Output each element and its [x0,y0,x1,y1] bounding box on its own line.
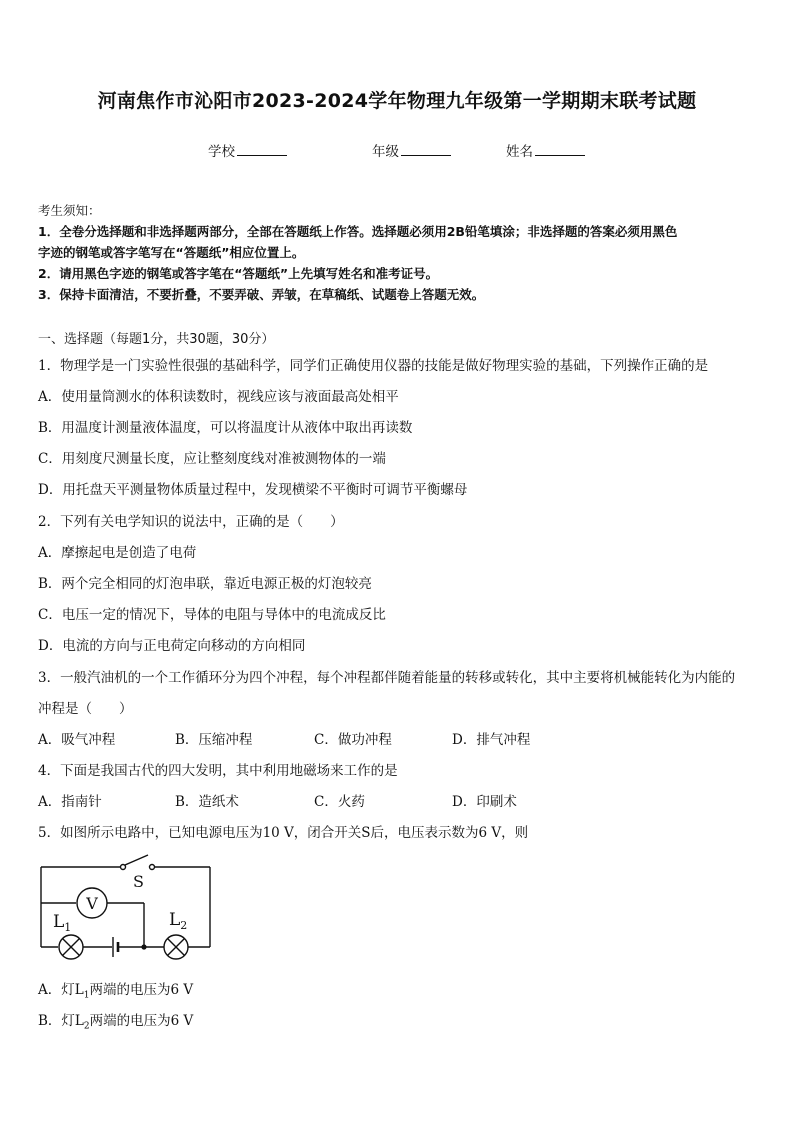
lamp-l2-label: $L_2$ [169,910,188,932]
q2-option-b[interactable]: B．两个完全相同的灯泡串联，靠近电源正极的灯泡较亮 [38,576,372,592]
q3-option-d[interactable]: D．排气冲程 [452,732,531,748]
q5-option-a-pre: A．灯L [38,982,84,998]
q3-option-b[interactable]: B．压缩冲程 [175,732,253,748]
q5-option-b-pre: B．灯L [38,1013,84,1029]
q1-option-b[interactable]: B．用温度计测量液体温度，可以将温度计从液体中取出再读数 [38,420,413,436]
q5-stem: 5．如图所示电路中，已知电源电压为10 V，闭合开关S后，电压表示数为6 V，则 [38,825,529,841]
name-label: 姓名 [506,144,533,160]
q5-option-b-sub: 2 [83,1021,90,1032]
q3-option-c[interactable]: C．做功冲程 [314,732,392,748]
q4-option-a[interactable]: A．指南针 [38,794,102,810]
q5-option-a-sub: 1 [83,990,90,1001]
q1-stem: 1．物理学是一门实验性很强的基础科学，同学们正确使用仪器的技能是做好物理实验的基础，下列操作正确的是 [38,358,709,374]
notice-item-3: 3．保持卡面清洁，不要折叠，不要弄破、弄皱，在草稿纸、试题卷上答题无效。 [38,287,485,302]
q5-option-b[interactable] [38,1009,193,1032]
junction-dot [141,944,146,949]
notice-heading: 考生须知： [38,203,101,218]
exam-title: 河南焦作市沁阳市2023-2024学年物理九年级第一学期期末联考试题 [97,90,697,112]
q3-option-a[interactable]: A．吸气冲程 [38,732,116,748]
school-blank[interactable] [237,144,287,156]
q2-option-d[interactable]: D．电流的方向与正电荷定向移动的方向相同 [38,638,306,654]
circuit-diagram [36,852,216,962]
q4-option-b[interactable]: B．造纸术 [175,794,239,810]
school-label: 学校 [208,144,235,160]
switch-contact-left [121,865,126,870]
q1-option-a[interactable]: A．使用量筒测水的体积读数时，视线应该与液面最高处相平 [38,389,399,405]
q5-option-a[interactable] [38,978,193,1001]
switch-blade [125,855,148,865]
q3-stem-line1: 3．一般汽油机的一个工作循环分为四个冲程，每个冲程都伴随着能量的转移或转化，其中主要将机械能转化为内能的 [38,670,736,686]
q1-option-d[interactable]: D．用托盘天平测量物体质量过程中，发现横梁不平衡时可调节平衡螺母 [38,482,468,498]
q2-stem: 2．下列有关电学知识的说法中，正确的是（ ） [38,514,344,530]
q4-option-d[interactable]: D．印刷术 [452,794,517,810]
name-field[interactable] [506,140,585,160]
q4-option-c[interactable]: C．火药 [314,794,365,810]
lamp-l1-label: $L_1$ [53,912,72,934]
school-field[interactable] [208,140,287,160]
switch-contact-right [150,865,155,870]
q2-option-a[interactable]: A．摩擦起电是创造了电荷 [38,545,197,561]
q3-stem-line2: 冲程是（ ） [38,701,133,717]
q5-option-b-post: 两端的电压为6 V [89,1013,194,1029]
grade-blank[interactable] [401,144,451,156]
notice-item-1-cont: 字迹的钢笔或答字笔写在“答题纸”相应位置上。 [38,245,305,260]
notice-block [38,200,758,305]
voltmeter-label: V [86,894,98,913]
section-heading: 一、选择题（每题1分，共30题，30分） [38,332,275,347]
q1-option-c[interactable]: C．用刻度尺测量长度，应让整刻度线对准被测物体的一端 [38,451,386,467]
notice-item-1: 1．全卷分选择题和非选择题两部分，全部在答题纸上作答。选择题必须用2B铅笔填涂；非选择题的答案必须用黑色 [38,224,678,239]
q4-stem: 4．下面是我国古代的四大发明，其中利用地磁场来工作的是 [38,763,398,779]
grade-label: 年级 [372,144,399,160]
switch-label: S [133,872,144,891]
name-blank[interactable] [535,144,585,156]
q5-option-a-post: 两端的电压为6 V [89,982,194,998]
grade-field[interactable] [372,140,451,160]
notice-item-2: 2．请用黑色字迹的钢笔或答字笔在“答题纸”上先填写姓名和准考证号。 [38,266,439,281]
q2-option-c[interactable]: C．电压一定的情况下，导体的电阻与导体中的电流成反比 [38,607,386,623]
